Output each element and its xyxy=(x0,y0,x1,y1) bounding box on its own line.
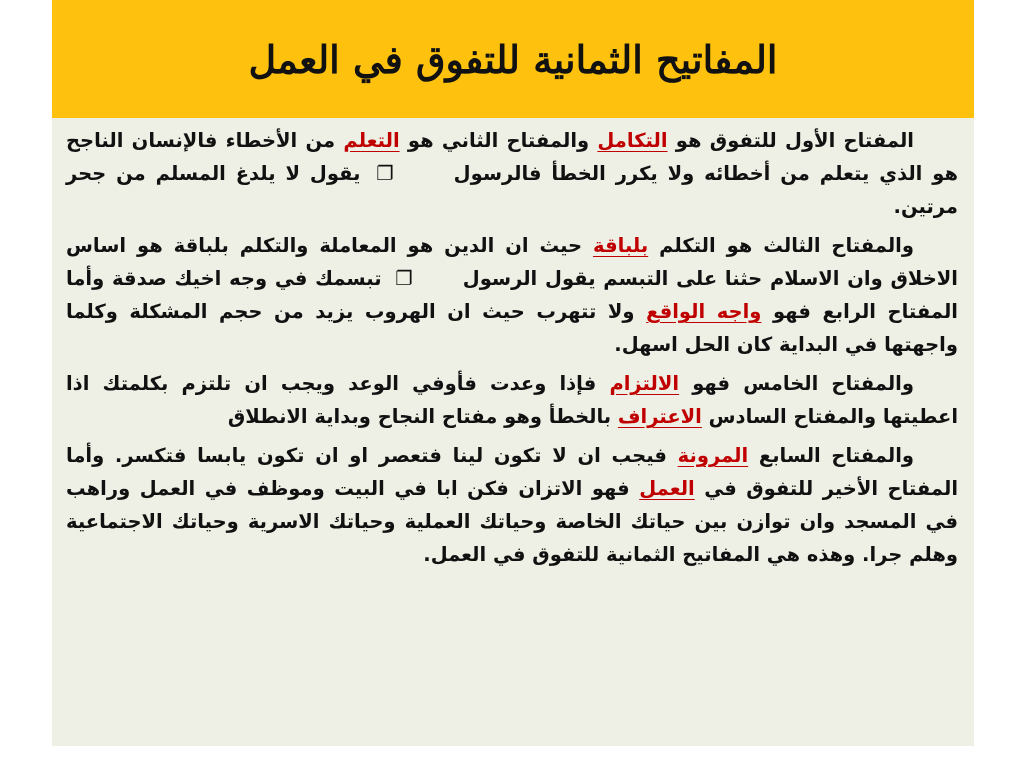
p2-text-b: حيث ان الدين هو المعاملة والتكلم بلباقة هو اساس الاخلاق وان الاسلام حثنا على التبسم يقول الرسول xyxy=(66,234,958,290)
keyword-work: العمل xyxy=(639,477,695,500)
p3-text-b: فإذا وعدت فأوفي الوعد ويجب ان تلتزم بكلمتك اذا اعطيتها والمفتاح السادس xyxy=(66,372,958,428)
title-bar xyxy=(52,0,974,118)
p1-text-a: المفتاح الأول للتفوق هو xyxy=(667,129,914,152)
paragraph-1 xyxy=(66,124,958,223)
slide-body xyxy=(66,124,958,577)
paragraph-4 xyxy=(66,439,958,571)
p1-text-c: من الأخطاء فالإنسان الناجح هو الذي يتعلم من أخطائه ولا يكرر الخطأ فالرسول xyxy=(66,129,958,185)
keyword-learning: التعلم xyxy=(343,129,400,152)
p1-text-d: يقول لا يلدغ المسلم من جحر مرتين. xyxy=(66,162,958,218)
p2-text-d: ولا تتهرب حيث ان الهروب يزيد من حجم المشكلة وكلما واجهتها في البداية كان الحل اسهل. xyxy=(66,300,958,356)
p4-text-b: فيجب ان لا تكون لينا فتعصر او ان تكون يابسا فتكسر. وأما المفتاح الأخير للتفوق في xyxy=(66,444,958,500)
p1-text-b: والمفتاح الثاني هو xyxy=(399,129,598,152)
keyword-flexibility: المرونة xyxy=(677,444,749,467)
keyword-face-reality: واجه الواقع xyxy=(646,300,762,323)
p3-text-a: والمفتاح الخامس فهو xyxy=(679,372,914,395)
keyword-integration: التكامل xyxy=(597,129,668,152)
honorific-symbol-icon: ❐ xyxy=(395,267,413,290)
keyword-admission: الاعتراف xyxy=(617,405,702,428)
p2-text-c: تبسمك في وجه اخيك صدقة وأما المفتاح الرابع فهو xyxy=(66,267,958,323)
slide-title: المفاتيح الثمانية للتفوق في العمل xyxy=(248,36,778,82)
keyword-commitment: الالتزام xyxy=(609,372,680,395)
p2-text-a: والمفتاح الثالث هو التكلم xyxy=(648,234,914,257)
p3-text-c: بالخطأ وهو مفتاح النجاح وبداية الانطلاق xyxy=(227,405,618,428)
slide xyxy=(52,0,974,746)
paragraph-3 xyxy=(66,367,958,433)
honorific-symbol-icon: ❐ xyxy=(376,162,394,185)
p4-text-c: فهو الاتزان فكن ابا في البيت وموظف في العمل وراهب في المسجد وان توازن بين حياتك الخاصة وحياتك العملية وحياتك الاسرية وحياتك الاجتماعية وهلم جرا. وهذه هي المفاتيح الثمانية للتفوق في العمل. xyxy=(66,477,958,566)
keyword-tact: بلباقة xyxy=(593,234,649,257)
paragraph-2 xyxy=(66,229,958,361)
p4-text-a: والمفتاح السابع xyxy=(748,444,915,467)
